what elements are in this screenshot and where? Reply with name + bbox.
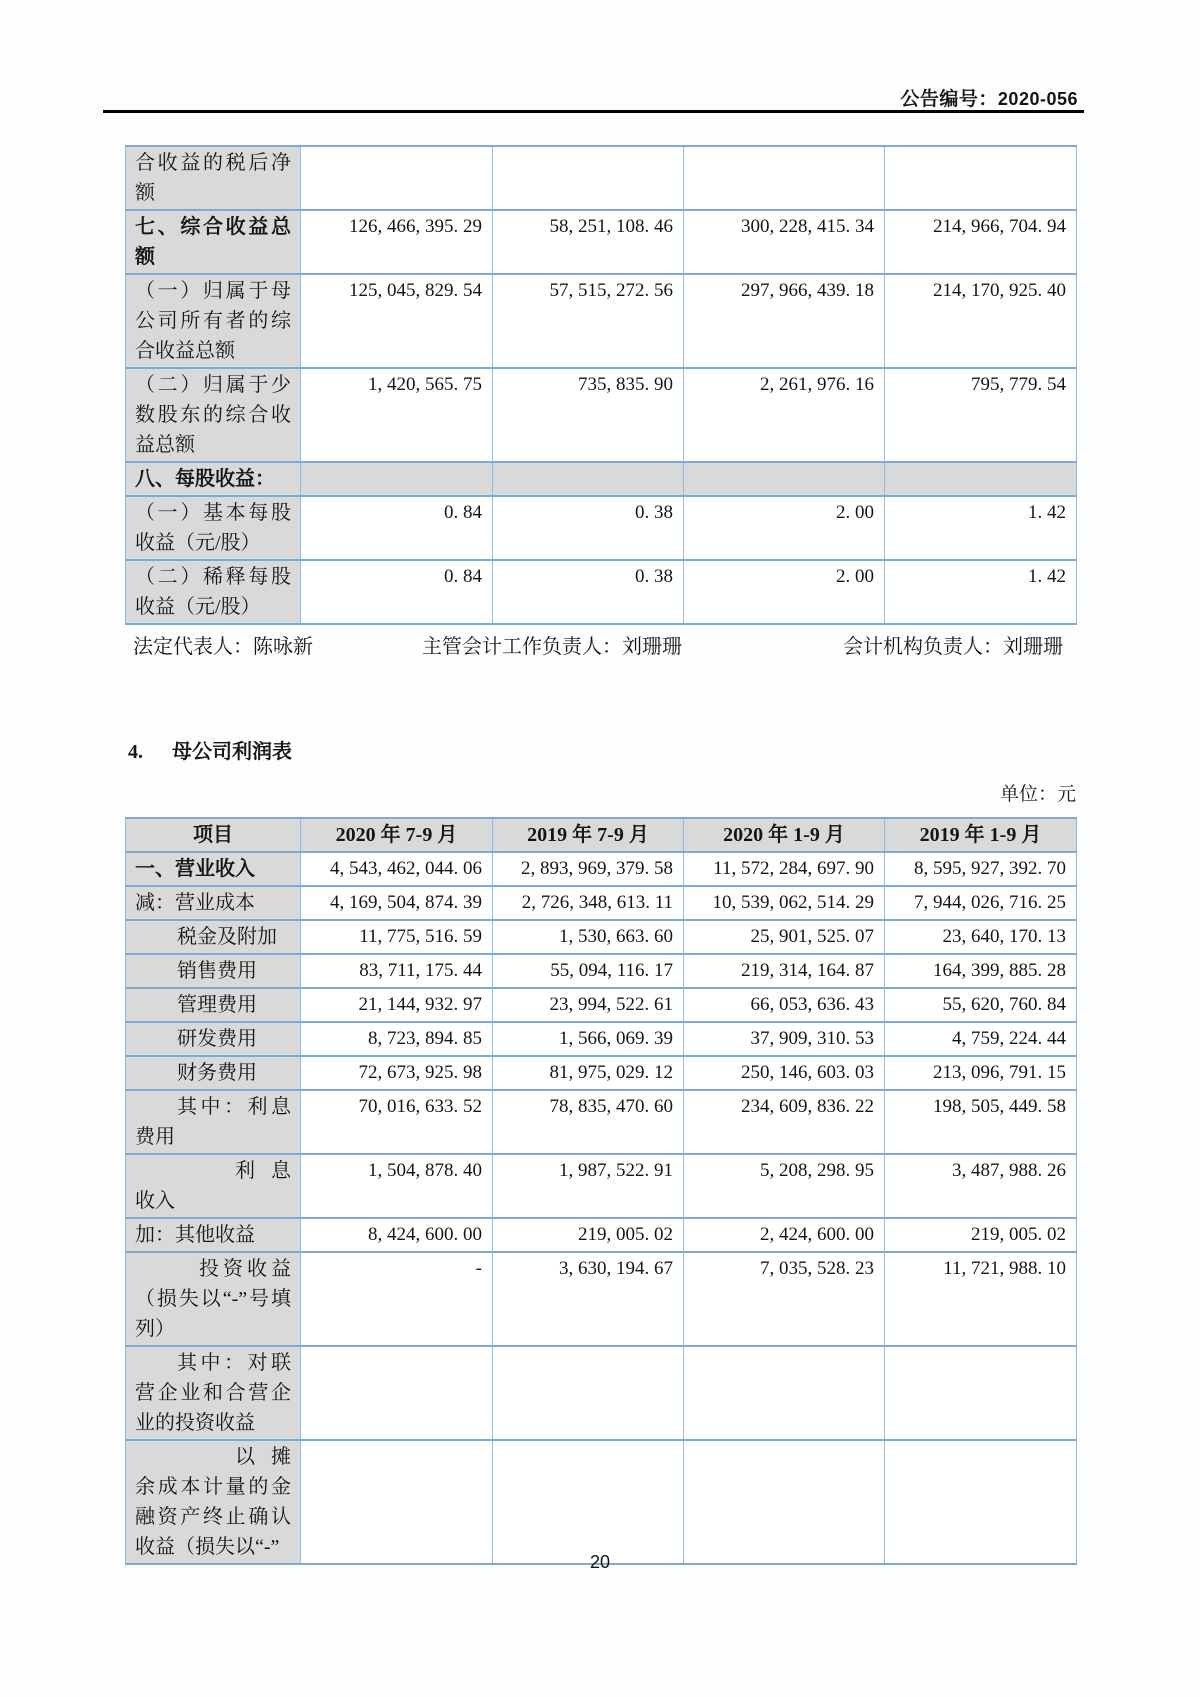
table-row [126, 920, 1077, 954]
row-label-cell: （一）基本每股收益（元/股） [126, 496, 301, 560]
value-cell: 1. 42 [885, 560, 1077, 624]
value-cell: 57, 515, 272. 56 [493, 274, 684, 368]
value-cell: 81, 975, 029. 12 [493, 1056, 684, 1090]
value-cell: 2. 00 [684, 560, 885, 624]
value-cell [885, 146, 1077, 210]
value-cell: 70, 016, 633. 52 [301, 1090, 493, 1154]
value-cell: - [301, 1252, 493, 1346]
value-cell: 8, 424, 600. 00 [301, 1218, 493, 1252]
section-number: 4. [128, 741, 143, 763]
value-cell: 0. 38 [493, 560, 684, 624]
consolidated-income-statement-continued-table [125, 145, 1077, 625]
value-cell: 1, 420, 565. 75 [301, 368, 493, 462]
value-cell: 219, 005. 02 [493, 1218, 684, 1252]
value-cell: 66, 053, 636. 43 [684, 988, 885, 1022]
table-row [126, 274, 1077, 368]
row-label-cell: 税金及附加 [126, 920, 301, 954]
row-label-cell: 一、营业收入 [126, 852, 301, 886]
chief-accounting-officer-signature: 主管会计工作负责人：刘珊珊 [422, 636, 682, 658]
value-cell: 72, 673, 925. 98 [301, 1056, 493, 1090]
row-label-cell: 合收益的税后净额 [126, 146, 301, 210]
section-heading [128, 735, 292, 764]
value-cell: 78, 835, 470. 60 [493, 1090, 684, 1154]
table-row [126, 462, 1077, 496]
value-cell: 3, 630, 194. 67 [493, 1252, 684, 1346]
row-label-cell: （二）稀释每股收益（元/股） [126, 560, 301, 624]
page-number: 20 [589, 1552, 611, 1572]
value-cell: 23, 994, 522. 61 [493, 988, 684, 1022]
row-label-cell: 加：其他收益 [126, 1218, 301, 1252]
value-cell: 1, 987, 522. 91 [493, 1154, 684, 1218]
value-cell: 297, 966, 439. 18 [684, 274, 885, 368]
table-row [126, 1252, 1077, 1346]
table-row [126, 1440, 1077, 1564]
value-cell [493, 1440, 684, 1564]
row-label-cell: 研发费用 [126, 1022, 301, 1056]
row-label-cell: 管理费用 [126, 988, 301, 1022]
table-row [126, 1218, 1077, 1252]
value-cell: 11, 775, 516. 59 [301, 920, 493, 954]
row-label-cell: 七、综合收益总额 [126, 210, 301, 274]
value-cell: 1, 530, 663. 60 [493, 920, 684, 954]
value-cell [684, 146, 885, 210]
column-header: 2019 年 7-9 月 [493, 818, 684, 852]
value-cell: 125, 045, 829. 54 [301, 274, 493, 368]
table-row [126, 496, 1077, 560]
value-cell: 1, 504, 878. 40 [301, 1154, 493, 1218]
table-row [126, 1154, 1077, 1218]
value-cell [885, 1346, 1077, 1440]
value-cell [684, 1440, 885, 1564]
value-cell: 23, 640, 170. 13 [885, 920, 1077, 954]
value-cell: 2. 00 [684, 496, 885, 560]
value-cell [885, 1440, 1077, 1564]
row-label-cell: 减：营业成本 [126, 886, 301, 920]
value-cell: 7, 944, 026, 716. 25 [885, 886, 1077, 920]
value-cell: 8, 723, 894. 85 [301, 1022, 493, 1056]
table-row [126, 1022, 1077, 1056]
value-cell [301, 146, 493, 210]
value-cell: 214, 170, 925. 40 [885, 274, 1077, 368]
value-cell: 2, 726, 348, 613. 11 [493, 886, 684, 920]
value-cell: 0. 84 [301, 560, 493, 624]
value-cell: 4, 169, 504, 874. 39 [301, 886, 493, 920]
value-cell [301, 1346, 493, 1440]
value-cell: 219, 314, 164. 87 [684, 954, 885, 988]
value-cell: 10, 539, 062, 514. 29 [684, 886, 885, 920]
unit-label: 单位：元 [999, 784, 1076, 805]
announcement-number-label: 公告编号： [900, 89, 998, 110]
value-cell: 55, 094, 116. 17 [493, 954, 684, 988]
table-row [126, 886, 1077, 920]
value-cell: 37, 909, 310. 53 [684, 1022, 885, 1056]
value-cell: 213, 096, 791. 15 [885, 1056, 1077, 1090]
table-row [126, 852, 1077, 886]
value-cell [301, 462, 493, 496]
row-label-cell: （一）归属于母公司所有者的综合收益总额 [126, 274, 301, 368]
value-cell: 126, 466, 395. 29 [301, 210, 493, 274]
value-cell [684, 1346, 885, 1440]
value-cell: 0. 84 [301, 496, 493, 560]
row-label-cell: （二）归属于少数股东的综合收益总额 [126, 368, 301, 462]
value-cell: 2, 261, 976. 16 [684, 368, 885, 462]
value-cell [493, 462, 684, 496]
table-row [126, 954, 1077, 988]
value-cell: 11, 572, 284, 697. 90 [684, 852, 885, 886]
value-cell: 3, 487, 988. 26 [885, 1154, 1077, 1218]
table-row [126, 988, 1077, 1022]
value-cell: 164, 399, 885. 28 [885, 954, 1077, 988]
value-cell: 5, 208, 298. 95 [684, 1154, 885, 1218]
column-header: 2020 年 1-9 月 [684, 818, 885, 852]
table-header-row [126, 818, 1077, 852]
value-cell: 219, 005. 02 [885, 1218, 1077, 1252]
table-row [126, 1090, 1077, 1154]
column-header: 项目 [126, 818, 301, 852]
value-cell: 25, 901, 525. 07 [684, 920, 885, 954]
value-cell: 2, 893, 969, 379. 58 [493, 852, 684, 886]
value-cell: 58, 251, 108. 46 [493, 210, 684, 274]
announcement-number-value: 2020-056 [997, 89, 1078, 109]
table-row [126, 368, 1077, 462]
value-cell: 83, 711, 175. 44 [301, 954, 493, 988]
value-cell: 735, 835. 90 [493, 368, 684, 462]
table-row [126, 560, 1077, 624]
value-cell: 21, 144, 932. 97 [301, 988, 493, 1022]
value-cell: 250, 146, 603. 03 [684, 1056, 885, 1090]
column-header: 2019 年 1-9 月 [885, 818, 1077, 852]
column-header: 2020 年 7-9 月 [301, 818, 493, 852]
value-cell [684, 462, 885, 496]
value-cell: 11, 721, 988. 10 [885, 1252, 1077, 1346]
table-row [126, 1346, 1077, 1440]
signature-line [125, 630, 1076, 656]
table-row [126, 146, 1077, 210]
legal-representative-signature: 法定代表人：陈咏新 [133, 636, 313, 658]
row-label-cell: 销售费用 [126, 954, 301, 988]
value-cell: 795, 779. 54 [885, 368, 1077, 462]
row-label-cell: 以摊余成本计量的金融资产终止确认收益（损失以“-” [126, 1440, 301, 1564]
value-cell: 234, 609, 836. 22 [684, 1090, 885, 1154]
value-cell: 55, 620, 760. 84 [885, 988, 1077, 1022]
row-label-cell: 其中：对联营企业和合营企业的投资收益 [126, 1346, 301, 1440]
table-row [126, 210, 1077, 274]
row-label-cell: 其中：利息费用 [126, 1090, 301, 1154]
value-cell: 198, 505, 449. 58 [885, 1090, 1077, 1154]
value-cell: 1, 566, 069. 39 [493, 1022, 684, 1056]
value-cell [301, 1440, 493, 1564]
value-cell: 2, 424, 600. 00 [684, 1218, 885, 1252]
row-label-cell: 投资收益（损失以“-”号填列） [126, 1252, 301, 1346]
value-cell [885, 462, 1077, 496]
value-cell: 4, 759, 224. 44 [885, 1022, 1077, 1056]
section-title: 母公司利润表 [172, 741, 292, 763]
header-divider-rule [103, 110, 1084, 113]
value-cell: 4, 543, 462, 044. 06 [301, 852, 493, 886]
parent-company-income-statement-table [125, 817, 1077, 1565]
table-row [126, 1056, 1077, 1090]
announcement-number [900, 84, 1078, 111]
row-label-cell: 利息收入 [126, 1154, 301, 1218]
accounting-department-head-signature: 会计机构负责人：刘珊珊 [843, 636, 1063, 658]
row-label-cell: 八、每股收益： [126, 462, 301, 496]
row-label-cell: 财务费用 [126, 1056, 301, 1090]
value-cell: 8, 595, 927, 392. 70 [885, 852, 1077, 886]
value-cell: 7, 035, 528. 23 [684, 1252, 885, 1346]
value-cell: 0. 38 [493, 496, 684, 560]
value-cell: 1. 42 [885, 496, 1077, 560]
value-cell [493, 1346, 684, 1440]
value-cell [493, 146, 684, 210]
value-cell: 214, 966, 704. 94 [885, 210, 1077, 274]
value-cell: 300, 228, 415. 34 [684, 210, 885, 274]
